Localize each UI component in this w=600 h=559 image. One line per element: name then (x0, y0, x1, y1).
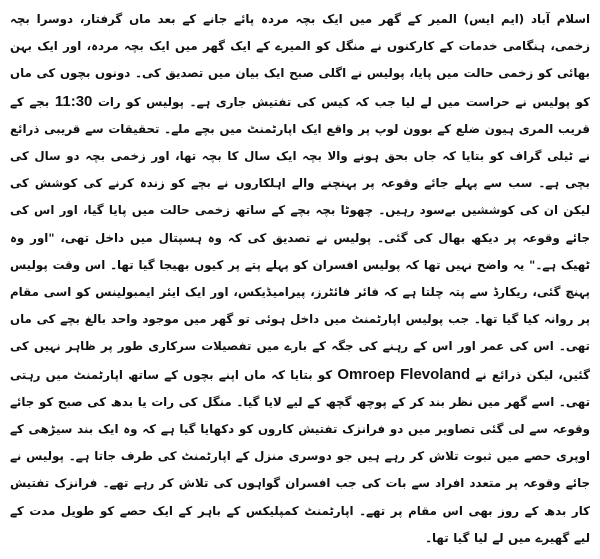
source-name: Omroep Flevoland (337, 365, 471, 383)
article-text-part-3: کو بتایا کہ ماں اپنے بچوں کے ساتھ اپارٹمنٹ میں رہتی تھی۔ اسے گھر میں نظر بند کر کے پوچھ گچھ کے لیے لایا گیا۔ منگل کی رات یا بدھ کی صبح کو جائے وقوعہ سے لی گئی تصاویر میں دو فرانزک تفتیش کاروں کو دکھایا گیا ہے کہ وہ ایک بند سیڑھی کے اوپری حصے میں ثبوت تلاش کر رہے ہیں جو دوسری منزل کے اپارٹمنٹ کی طرف جاتا ہے۔ پولیس نے جائے وقوعہ پر متعدد افراد سے بات کی جب افسران گواہوں کی تلاش کر رہے تھے۔ فرانزک تفتیش کار بدھ کے روز بھی اس مقام پر تھے۔ اپارٹمنٹ کمپلیکس کے باہر کے ایک حصے کو طویل مدت کے لیے گھیرے میں لے لیا گیا تھا۔ (10, 367, 590, 545)
time-reference: 11:30 (54, 92, 93, 110)
article-body (10, 6, 590, 552)
article-text-part-1: اسلام آباد (ایم ایس) المیر کے گھر میں ایک بچہ مردہ پائے جانے کے بعد ماں گرفتار، دوسرا بچہ زخمی، ہنگامی خدمات کے کارکنوں نے منگل کو المیرے کے ایک گھر میں ایک بچہ مردہ، اور ایک بہن بھائی کو زخمی حالت میں پایا، پولیس نے اگلی صبح ایک بیان میں تصدیق کی۔ دونوں بچوں کی ماں کو پولیس نے حراست میں لے لیا جب کہ کیس کی تفتیش جاری ہے۔ پولیس کو رات (10, 12, 590, 109)
article-text-part-2: بجے کے قریب المری ہیون ضلع کے بوون لوپ پر واقع ایک اپارٹمنٹ میں بچے ملے۔ تحقیقات سے قریبی ذرائع نے ٹیلی گراف کو بتایا کہ جاں بحق ہونے والا بچہ ایک سال کا بچہ تھا، اور زخمی بچہ دو سال کی بچی ہے۔ سب سے پہلے جائے وقوعہ پر پہنچنے والے اہلکاروں نے بچے کو زندہ کرنے کی کوشش کی لیکن ان کی کوششیں بےسود رہیں۔ چھوٹا بچہ بچے کے ساتھ زخمی حالت میں پایا گیا، اور اس کی جائے وقوعہ پر دیکھ بھال کی گئی۔ پولیس نے تصدیق کی کہ وہ ہسپتال میں داخل تھی، "اور وہ ٹھیک ہے۔" یہ واضح نہیں تھا کہ پولیس افسران کو پہلے پتے پر کیوں بھیجا گیا تھا۔ اس وقت پولیس پہنچ گئی، ریکارڈ سے پتہ چلتا ہے کہ فائر فائٹرز، پیرامیڈیکس، اور ایک ایئر ایمبولینس کو اسی مقام پر روانہ کیا گیا تھا۔ جب پولیس اپارٹمنٹ میں داخل ہوئی تو گھر میں موجود واحد بالغ بچے کی ماں تھی۔ اس کی عمر اور اس کے رہنے کی جگہ کے بارے میں تفصیلات سرکاری طور پر ظاہر نہیں کی گئیں، لیکن ذرائع نے (10, 94, 590, 382)
